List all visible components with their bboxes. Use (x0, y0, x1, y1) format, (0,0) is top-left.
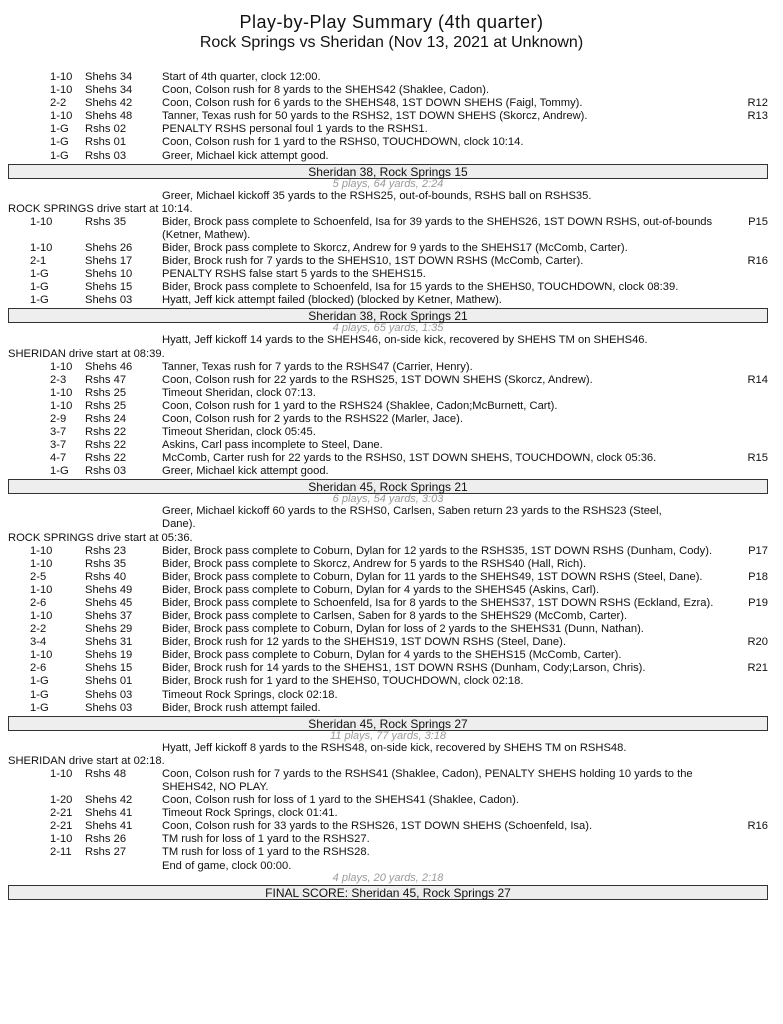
play-row (8, 452, 768, 465)
play-spot: Rshs 40 (85, 570, 127, 583)
play-down: 1-G (50, 149, 69, 162)
drive-summary: 4 plays, 20 yards, 2:18 (332, 871, 444, 884)
play-row (8, 597, 768, 610)
play-spot: Shehs 48 (85, 110, 133, 123)
play-down: 1-10 (30, 241, 53, 254)
play-spot: Rshs 35 (85, 557, 127, 570)
play-down: 1-10 (30, 610, 53, 622)
play-down: 1-10 (30, 544, 53, 557)
play-row (8, 84, 768, 97)
play-row (8, 255, 768, 268)
play-marker: P15 (748, 215, 768, 228)
play-down: 2-21 (50, 820, 73, 833)
play-description: Bider, Brock pass complete to Schoenfeld, Isa for 39 yards to the SHEHS26, 1ST DOWN RSHS, out-of-bounds (Ketner, Mathew). (162, 215, 713, 241)
play-marker: R13 (747, 110, 768, 123)
play-description: Bider, Brock rush for 12 yards to the SHEHS19, 1ST DOWN RSHS (Steel, Dane). (162, 636, 566, 649)
play-row (8, 558, 768, 571)
play-down: 1-10 (50, 360, 73, 373)
play-row (8, 610, 768, 623)
kickoff-line: Hyatt, Jeff kickoff 8 yards to the RSHS48, on-side kick, recovered by SHEHS TM on RSHS48. (162, 741, 627, 754)
play-description: Start of 4th quarter, clock 12:00. (162, 71, 321, 83)
play-description: Bider, Brock rush attempt failed. (162, 701, 321, 714)
play-description: Tanner, Texas rush for 7 yards to the RSHS47 (Carrier, Henry). (162, 360, 473, 373)
play-row (8, 662, 768, 675)
play-row (8, 833, 768, 846)
play-row (8, 636, 768, 649)
play-description: Hyatt, Jeff kick attempt failed (blocked) (blocked by Ketner, Mathew). (162, 294, 502, 307)
play-spot: Shehs 34 (85, 71, 133, 83)
play-spot: Rshs 25 (85, 399, 127, 412)
play-down: 4-7 (50, 452, 67, 465)
play-spot: Shehs 17 (85, 255, 133, 268)
play-down: 1-G (50, 465, 69, 478)
play-down: 1-G (30, 688, 49, 701)
play-spot: Shehs 19 (85, 649, 133, 662)
score-banner: FINAL SCORE: Sheridan 45, Rock Springs 27 (8, 885, 768, 900)
play-description: Bider, Brock pass complete to Coburn, Dylan for 4 yards to the SHEHS45 (Askins, Carl). (162, 583, 600, 596)
play-spot: Shehs 41 (85, 807, 133, 820)
play-spot: Rshs 47 (85, 373, 127, 386)
play-description: Bider, Brock pass complete to Skorcz, Andrew for 5 yards to the RSHS40 (Hall, Rich). (162, 557, 587, 570)
play-down: 2-6 (30, 662, 47, 675)
play-spot: Rshs 23 (85, 544, 127, 557)
play-down: 1-G (30, 701, 49, 714)
play-row (8, 361, 768, 374)
play-down: 3-7 (50, 425, 67, 438)
play-description: Coon, Colson rush for 8 yards to the SHEHS42 (Shaklee, Cadon). (162, 84, 490, 97)
play-row (8, 545, 768, 558)
play-spot: Shehs 15 (85, 662, 133, 675)
play-down: 2-6 (30, 596, 47, 609)
play-down: 1-10 (30, 583, 53, 596)
play-spot: Rshs 48 (85, 767, 127, 780)
play-description: End of game, clock 00:00. (162, 859, 292, 872)
play-down: 1-10 (50, 84, 73, 97)
play-row (8, 294, 768, 307)
score-banner: Sheridan 38, Rock Springs 15 (8, 164, 768, 179)
play-by-play-list (8, 71, 768, 900)
play-spot: Shehs 42 (85, 794, 133, 807)
play-spot: Shehs 46 (85, 360, 133, 373)
play-description: Bider, Brock rush for 1 yard to the SHEHS0, TOUCHDOWN, clock 02:18. (162, 675, 524, 688)
play-description: Bider, Brock rush for 7 yards to the SHEHS10, 1ST DOWN RSHS (McComb, Carter). (162, 255, 584, 268)
play-down: 1-10 (50, 767, 73, 780)
play-row (8, 439, 768, 452)
play-spot: Shehs 10 (85, 268, 133, 281)
page-title: Play-by-Play Summary (4th quarter) (239, 12, 544, 32)
play-down: 1-20 (50, 794, 73, 807)
play-down: 2-9 (50, 412, 67, 425)
play-description: Bider, Brock pass complete to Coburn, Dylan for loss of 2 yards to the SHEHS31 (Dunn, Nathan). (162, 623, 644, 636)
play-down: 2-2 (30, 623, 47, 636)
play-description: Coon, Colson rush for 6 yards to the SHEHS48, 1ST DOWN SHEHS (Faigl, Tommy). (162, 97, 583, 110)
play-down: 1-10 (50, 833, 73, 846)
drive-start: ROCK SPRINGS drive start at 10:14. (8, 202, 193, 215)
play-row (8, 794, 768, 807)
play-description: Coon, Colson rush for 2 yards to the RSHS22 (Marler, Jace). (162, 412, 463, 425)
play-description: McComb, Carter rush for 22 yards to the RSHS0, 1ST DOWN SHEHS, TOUCHDOWN, clock 05:36. (162, 452, 657, 465)
play-row (8, 136, 768, 149)
play-description: Tanner, Texas rush for 50 yards to the RSHS2, 1ST DOWN SHEHS (Skorcz, Andrew). (162, 110, 588, 123)
play-description: Bider, Brock pass complete to Coburn, Dylan for 11 yards to the SHEHS49, 1ST DOWN RSHS (Steel, Dane). (162, 570, 703, 583)
drive-start: ROCK SPRINGS drive start at 05:36. (8, 531, 193, 544)
play-description: Coon, Colson rush for 7 yards to the RSHS41 (Shaklee, Cadon), PENALTY SHEHS holding 10 yards to the SHEHS42, NO PLAY. (162, 767, 693, 793)
play-spot: Shehs 37 (85, 610, 133, 622)
play-marker: R16 (747, 255, 768, 268)
play-description: Coon, Colson rush for 22 yards to the RSHS25, 1ST DOWN SHEHS (Skorcz, Andrew). (162, 373, 593, 386)
play-description: Timeout Sheridan, clock 07:13. (162, 386, 316, 399)
play-row (8, 623, 768, 636)
drive-summary: 6 plays, 54 yards, 3:03 (332, 493, 444, 506)
play-spot: Shehs 15 (85, 281, 133, 294)
play-down: 1-G (50, 123, 69, 136)
play-down: 1-10 (50, 386, 73, 399)
play-row (8, 110, 768, 123)
play-spot: Shehs 34 (85, 84, 133, 97)
play-description: PENALTY RSHS false start 5 yards to the SHEHS15. (162, 268, 426, 281)
play-row (8, 216, 768, 242)
play-spot: Rshs 22 (85, 425, 127, 438)
play-down: 1-G (30, 675, 49, 688)
play-description: Bider, Brock pass complete to Coburn, Dylan for 12 yards to the RSHS35, 1ST DOWN RSHS (Dunham, Cody). (162, 544, 713, 557)
play-down: 1-G (30, 294, 49, 307)
play-row (8, 820, 768, 833)
play-spot: Shehs 42 (85, 97, 133, 110)
play-row (8, 807, 768, 820)
drive-start: SHERIDAN drive start at 08:39. (8, 347, 165, 360)
play-down: 1-10 (50, 399, 73, 412)
play-spot: Shehs 49 (85, 583, 133, 596)
play-marker: R16 (747, 820, 768, 833)
play-row (8, 846, 768, 859)
play-row (8, 571, 768, 584)
play-description: Bider, Brock rush for 14 yards to the SHEHS1, 1ST DOWN RSHS (Dunham, Cody;Larson, Chris). (162, 662, 646, 675)
play-row (8, 860, 768, 873)
play-description: Bider, Brock pass complete to Schoenfeld, Isa for 8 yards to the SHEHS37, 1ST DOWN RSHS (Eckland, Ezra). (162, 596, 714, 609)
play-description: Askins, Carl pass incomplete to Steel, Dane. (162, 439, 383, 452)
play-row (8, 242, 768, 255)
play-down: 3-7 (50, 439, 67, 452)
play-row (8, 400, 768, 413)
play-description: TM rush for loss of 1 yard to the RSHS27. (162, 833, 370, 846)
play-marker: P17 (748, 544, 768, 557)
play-description: Greer, Michael kick attempt good. (162, 465, 329, 478)
play-row (8, 768, 768, 794)
play-row (8, 387, 768, 400)
play-row (8, 689, 768, 702)
play-down: 1-10 (30, 557, 53, 570)
play-description: Coon, Colson rush for 1 yard to the RSHS24 (Shaklee, Cadon;McBurnett, Cart). (162, 399, 558, 412)
play-description: Timeout Rock Springs, clock 01:41. (162, 807, 338, 820)
play-down: 2-5 (30, 570, 47, 583)
play-description: Bider, Brock pass complete to Skorcz, Andrew for 9 yards to the SHEHS17 (McComb, Carter). (162, 241, 628, 254)
play-row (8, 374, 768, 387)
play-description: Bider, Brock pass complete to Schoenfeld, Isa for 15 yards to the SHEHS0, TOUCHDOWN, clock 08:39. (162, 281, 679, 294)
play-down: 1-G (30, 281, 49, 294)
play-spot: Shehs 26 (85, 241, 133, 254)
play-down: 3-4 (30, 636, 47, 649)
play-spot: Rshs 35 (85, 215, 127, 228)
play-spot: Rshs 01 (85, 136, 127, 149)
play-spot: Shehs 45 (85, 596, 133, 609)
play-description: Coon, Colson rush for 33 yards to the RSHS26, 1ST DOWN SHEHS (Schoenfeld, Isa). (162, 820, 593, 833)
kickoff-line: Hyatt, Jeff kickoff 14 yards to the SHEHS46, on-side kick, recovered by SHEHS TM on SHEHS46. (162, 334, 648, 347)
play-spot: Shehs 41 (85, 820, 133, 833)
play-down: 2-1 (30, 255, 47, 268)
play-down: 1-G (30, 268, 49, 281)
play-spot: Shehs 01 (85, 675, 133, 688)
play-description: Timeout Rock Springs, clock 02:18. (162, 688, 338, 701)
play-row (8, 465, 768, 478)
play-marker: P19 (748, 596, 768, 609)
play-spot: Rshs 03 (85, 149, 127, 162)
play-marker: R20 (747, 636, 768, 649)
play-down: 2-21 (50, 807, 73, 820)
play-spot: Rshs 03 (85, 465, 127, 478)
score-banner: Sheridan 45, Rock Springs 21 (8, 479, 768, 494)
play-row (8, 584, 768, 597)
play-down: 1-10 (50, 110, 73, 123)
play-down: 1-10 (50, 71, 73, 83)
play-spot: Rshs 27 (85, 846, 127, 859)
score-banner: Sheridan 38, Rock Springs 21 (8, 308, 768, 323)
page-subtitle: Rock Springs vs Sheridan (Nov 13, 2021 at Unknown) (199, 34, 584, 51)
play-description: Timeout Sheridan, clock 05:45. (162, 425, 316, 438)
play-description: Coon, Colson rush for 1 yard to the RSHS0, TOUCHDOWN, clock 10:14. (162, 136, 524, 149)
play-spot: Shehs 03 (85, 294, 133, 307)
drive-summary: 5 plays, 64 yards, 2:24 (332, 177, 444, 190)
play-marker: R14 (747, 373, 768, 386)
play-description: Greer, Michael kick attempt good. (162, 149, 329, 162)
play-row (8, 97, 768, 110)
play-row (8, 281, 768, 294)
play-description: PENALTY RSHS personal foul 1 yards to the RSHS1. (162, 123, 428, 136)
drive-summary: 11 plays, 77 yards, 3:18 (330, 729, 446, 742)
play-spot: Shehs 31 (85, 636, 133, 649)
play-down: 1-10 (30, 215, 53, 228)
play-row (8, 649, 768, 662)
play-row (8, 71, 768, 84)
play-row (8, 702, 768, 715)
play-down: 2-2 (50, 97, 67, 110)
play-spot: Rshs 22 (85, 452, 127, 465)
play-row (8, 150, 768, 163)
play-spot: Shehs 29 (85, 623, 133, 636)
play-spot: Rshs 02 (85, 123, 127, 136)
play-marker: R15 (747, 452, 768, 465)
play-down: 2-11 (50, 846, 72, 859)
play-row (8, 268, 768, 281)
play-marker: P18 (748, 570, 768, 583)
play-spot: Rshs 26 (85, 833, 127, 846)
score-banner: Sheridan 45, Rock Springs 27 (8, 716, 768, 731)
play-description: Coon, Colson rush for loss of 1 yard to the SHEHS41 (Shaklee, Cadon). (162, 794, 519, 807)
play-spot: Rshs 24 (85, 412, 127, 425)
play-marker: R12 (747, 97, 768, 110)
drive-start: SHERIDAN drive start at 02:18. (8, 754, 165, 767)
kickoff-line: Greer, Michael kickoff 35 yards to the RSHS25, out-of-bounds, RSHS ball on RSHS35. (162, 189, 592, 202)
kickoff-line: Greer, Michael kickoff 60 yards to the RSHS0, Carlsen, Saben return 23 yards to the RSHS23 (Steel, Dane). (162, 505, 662, 531)
play-description: TM rush for loss of 1 yard to the RSHS28. (162, 846, 370, 859)
play-spot: Rshs 25 (85, 386, 127, 399)
play-row (8, 675, 768, 688)
play-row (8, 123, 768, 136)
play-down: 2-3 (50, 373, 67, 386)
play-spot: Shehs 03 (85, 688, 133, 701)
drive-summary: 4 plays, 65 yards, 1:35 (332, 322, 444, 335)
play-marker: R21 (747, 662, 768, 675)
play-row (8, 426, 768, 439)
play-spot: Shehs 03 (85, 701, 133, 714)
play-down: 1-G (50, 136, 69, 149)
play-description: Bider, Brock pass complete to Coburn, Dylan for 4 yards to the SHEHS15 (McComb, Carter). (162, 649, 622, 662)
play-down: 1-10 (30, 649, 53, 662)
play-description: Bider, Brock pass complete to Carlsen, Saben for 8 yards to the SHEHS29 (McComb, Carter). (162, 610, 628, 622)
play-row (8, 413, 768, 426)
play-spot: Rshs 22 (85, 439, 127, 452)
